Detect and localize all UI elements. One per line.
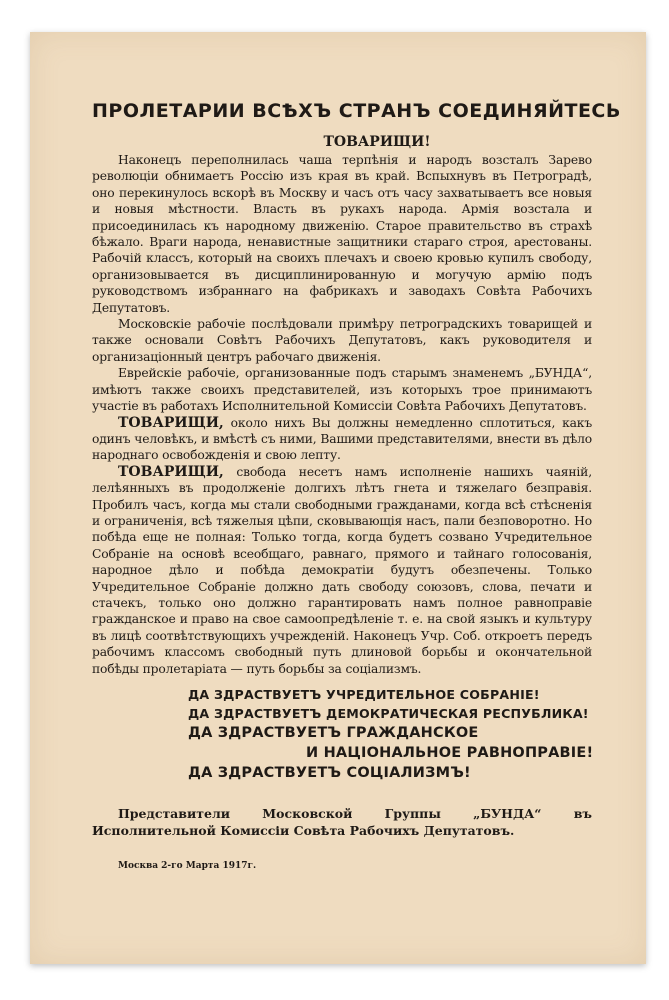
paragraph-2-text: Московскіе рабочіе послѣдовали примѣру петроградскихъ товарищей и также основали Совѣтъ Рабочихъ Депутатовъ, какъ руководителя и организаціонный центръ рабочаго движенія. — [92, 317, 592, 364]
paragraph-3 — [92, 365, 592, 414]
leaflet-sheet — [30, 32, 646, 964]
paragraph-2 — [92, 316, 592, 365]
greeting-heading: ТОВАРИЩИ! — [323, 134, 431, 150]
dateline: Москва 2-го Марта 1917г. — [118, 861, 257, 871]
leaflet-title: ПРОЛЕТАРИИ ВСѢХЪ СТРАНЪ СОЕДИНЯЙТЕСЬ — [92, 100, 621, 122]
paragraph-1 — [92, 152, 592, 316]
paragraph-4-lead: ТОВАРИЩИ, — [118, 414, 224, 431]
slogan-civil-equality-line2: И НАЦІОНАЛЬНОЕ РАВНОПРАВІЕ! — [306, 745, 594, 761]
slogan-democratic-republic: ДА ЗДРАСТВУЕТЪ ДЕМОКРАТИЧЕСКАЯ РЕСПУБЛИКА! — [188, 706, 589, 721]
paragraph-5-text: свобода несетъ намъ исполненіе нашихъ чаяній, лелѣянныхъ въ продолженіе долгихъ лѣтъ гнета и тяжелаго безправія. Пробилъ часъ, когда мы стали свободными гражданами, когда всѣ стѣсненія и ограниченія, всѣ тяжелыя цѣпи, сковывающія насъ, пали безповоротно. Но побѣда еще не полная: Только тогда, когда будетъ созвано Учредительное Собраніе на основѣ всеобщаго, равнаго, прямого и тайнаго голосованія, народное дѣло и побѣда демократіи будутъ обезпечены. Только Учредительное Собраніе должно дать свободу союзовъ, слова, печати и стачекъ, только оно должно гарантировать намъ полное равноправіе гражданское и право на свое самоопредѣленіе т. е. на свой языкъ и культуру въ лицѣ соотвѣтствующихъ учрежденій. Наконецъ Учр. Соб. откроетъ передъ рабочимъ классомъ свободный путь длиновой борьбы и окончательной побѣды пролетаріата — путь борьбы за соціализмъ. — [92, 464, 592, 676]
leaflet-content — [92, 100, 621, 871]
paragraph-5-lead: ТОВАРИЩИ, — [118, 463, 224, 480]
slogan-socialism: ДА ЗДРАСТВУЕТЪ СОЦІАЛИЗМЪ! — [188, 765, 471, 781]
paragraph-5 — [92, 464, 592, 677]
slogan-civil-equality-line1: ДА ЗДРАСТВУЕТЪ ГРАЖДАНСКОЕ — [188, 725, 479, 741]
paragraph-1-text: Наконецъ переполнилась чаша терпѣнія и народъ возсталъ Зарево революціи обнимаетъ Россію изъ края въ край. Вспыхнувъ въ Петроградѣ, оно перекинулось вскорѣ въ Москву и часъ отъ часу захватываетъ все новыя и новыя мѣстности. Власть въ рукахъ народа. Армія возстала и присоединилась къ народному движенію. Старое правительство въ страхѣ бѣжало. Враги народа, ненавистные защитники стараго строя, арестованы. Рабочій классъ, который на своихъ плечахъ и своею кровью купилъ свободу, организовывается въ дисциплинированную и могучую армію подъ руководствомъ избраннаго на фабрикахъ и заводахъ Совѣта Рабочихъ Депутатовъ. — [92, 153, 592, 315]
signature: Представители Московской Группы „БУНДА“ въ Исполнительной Комиссіи Совѣта Рабочихъ Депутатовъ. — [92, 806, 592, 838]
slogan-constituent-assembly: ДА ЗДРАСТВУЕТЪ УЧРЕДИТЕЛЬНОЕ СОБРАНІЕ! — [188, 687, 540, 702]
paragraph-3-text: Еврейскіе рабочіе, организованные подъ старымъ знаменемъ „БУНДА“, имѣютъ также своихъ представителей, изъ которыхъ трое принимаютъ участіе въ работахъ Исполнительной Комиссіи Совѣта Рабочихъ Депутатовъ. — [92, 366, 592, 414]
slogans-block — [188, 685, 592, 783]
paragraph-4-text: около нихъ Вы должны немедленно сплотиться, какъ одинъ человѣкъ, и вмѣстѣ съ ними, Вашими представителями, внести въ дѣло народнаго освобожденія и свою лепту. — [92, 415, 592, 463]
paragraph-4 — [92, 415, 592, 464]
